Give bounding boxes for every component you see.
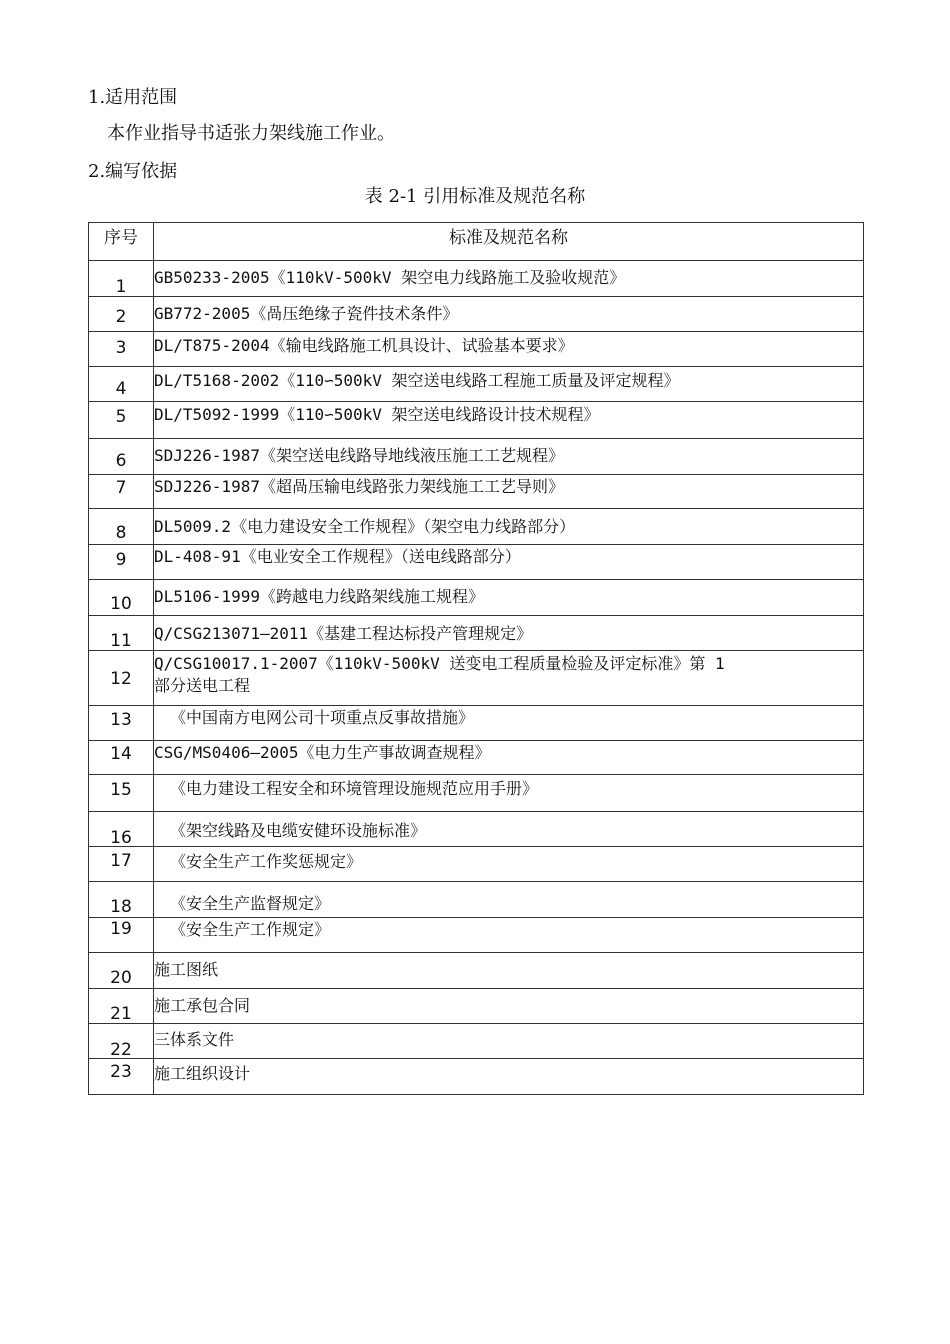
- standard-name: 施工图纸: [154, 960, 219, 979]
- table-row: [89, 545, 864, 580]
- standard-name: Q/CSG213071—2011《基建工程达标投产管理规定》: [154, 624, 533, 643]
- table-row: [89, 989, 864, 1024]
- row-name-cell: [154, 402, 864, 439]
- row-name-cell: [154, 1024, 864, 1059]
- row-index-cell: [89, 651, 154, 706]
- row-index: 13: [110, 710, 132, 730]
- row-index: 4: [115, 379, 127, 399]
- section-1-heading: 1.适用范围: [88, 87, 178, 108]
- row-name-cell: [154, 545, 864, 580]
- section-2-heading: 2.编写依据: [88, 161, 178, 182]
- standard-name: DL/T5092-1999《110∽500kV 架空送电线路设计技术规程》: [154, 405, 600, 424]
- row-index-cell: [89, 741, 154, 775]
- row-index-cell: [89, 297, 154, 332]
- table-row: [89, 918, 864, 953]
- row-name-cell: [154, 989, 864, 1024]
- row-index-cell: [89, 775, 154, 812]
- row-name-cell: [154, 918, 864, 953]
- standard-name: SDJ226-1987《超咼压输电线路张力架线施工工艺导则》: [154, 477, 564, 496]
- row-name-cell: [154, 616, 864, 651]
- standard-name: DL5106-1999《跨越电力线路架线施工规程》: [154, 587, 484, 606]
- row-index-cell: [89, 812, 154, 847]
- table-row: [89, 580, 864, 616]
- row-name-cell: [154, 847, 864, 882]
- standard-name: Q/CSG10017.1-2007《110kV-500kV 送变电工程质量检验及评定标准》第 1: [154, 654, 725, 673]
- row-index: 9: [115, 550, 127, 570]
- row-index-cell: [89, 989, 154, 1024]
- row-name-cell: [154, 367, 864, 402]
- standard-name: 《安全生产工作规定》: [170, 920, 331, 939]
- row-index-cell: [89, 918, 154, 953]
- row-name-cell: [154, 706, 864, 741]
- row-name-cell: [154, 509, 864, 545]
- row-index-cell: [89, 367, 154, 402]
- row-index-cell: [89, 402, 154, 439]
- row-index-cell: [89, 475, 154, 509]
- table-row: [89, 847, 864, 882]
- table-body: [89, 261, 864, 1095]
- standard-name: 《中国南方电网公司十项重点反事故措施》: [170, 708, 475, 727]
- standard-name: DL5009.2《电力建设安全工作规程》（架空电力线路部分）: [154, 517, 576, 536]
- row-index-cell: [89, 580, 154, 616]
- row-index-cell: [89, 616, 154, 651]
- standard-name: 施工组织设计: [154, 1064, 251, 1083]
- row-index: 18: [110, 897, 132, 917]
- standard-name: 三体系文件: [154, 1030, 235, 1049]
- standard-name: DL/T875-2004《输电线路施工机具设计、试验基本要求》: [154, 336, 574, 355]
- standard-name: 《安全生产监督规定》: [170, 894, 331, 913]
- row-index: 23: [110, 1062, 132, 1082]
- row-index-cell: [89, 509, 154, 545]
- row-index: 21: [110, 1004, 132, 1024]
- row-name-cell: [154, 953, 864, 989]
- standard-name: DL-408-91《电业安全工作规程》（送电线路部分）: [154, 547, 521, 566]
- row-index: 8: [115, 523, 127, 543]
- row-index: 1: [115, 277, 127, 297]
- standard-name: 《架空线路及电缆安健环设施标准》: [170, 821, 427, 840]
- row-index-cell: [89, 332, 154, 367]
- row-index: 12: [110, 669, 132, 689]
- standard-name: 施工承包合同: [154, 996, 251, 1015]
- table-row: [89, 775, 864, 812]
- row-index: 6: [115, 451, 127, 471]
- standard-name: SDJ226-1987《架空送电线路导地线液压施工工艺规程》: [154, 446, 564, 465]
- table-row: [89, 741, 864, 775]
- standard-name: DL/T5168-2002《110∽500kV 架空送电线路工程施工质量及评定规程》: [154, 371, 680, 390]
- table-row: [89, 509, 864, 545]
- standard-name: 《安全生产工作奖惩规定》: [170, 852, 363, 871]
- standard-name: GB772-2005《咼压绝缘子瓷件技术条件》: [154, 304, 459, 323]
- row-name-cell: [154, 580, 864, 616]
- row-index-cell: [89, 953, 154, 989]
- row-index-cell: [89, 261, 154, 297]
- table-row: [89, 953, 864, 989]
- row-name-cell: [154, 741, 864, 775]
- table-row: [89, 1059, 864, 1095]
- row-index-cell: [89, 1059, 154, 1095]
- row-index-cell: [89, 882, 154, 918]
- row-index: 16: [110, 828, 132, 847]
- section-1-paragraph: 本作业指导书适张力架线施工作业。: [107, 123, 395, 144]
- row-index: 14: [110, 744, 132, 764]
- row-name-cell: [154, 332, 864, 367]
- table-row: [89, 475, 864, 509]
- table-row: [89, 706, 864, 741]
- header-index: 序号: [89, 223, 154, 261]
- row-index: 20: [110, 968, 132, 988]
- table-row: [89, 332, 864, 367]
- row-index-cell: [89, 439, 154, 475]
- row-index-cell: [89, 706, 154, 741]
- row-name-cell: [154, 812, 864, 847]
- table-row: [89, 812, 864, 847]
- row-index: 11: [110, 631, 132, 651]
- table-header-row: [89, 223, 864, 261]
- row-index: 2: [115, 307, 127, 327]
- row-index-cell: [89, 847, 154, 882]
- table-row: [89, 882, 864, 918]
- row-index: 22: [110, 1040, 132, 1059]
- row-index: 15: [110, 780, 132, 800]
- standard-name-continued: 部分送电工程: [154, 676, 251, 695]
- table-row: [89, 367, 864, 402]
- table-row: [89, 439, 864, 475]
- standards-table: [88, 222, 864, 1095]
- standard-name: 《电力建设工程安全和环境管理设施规范应用手册》: [170, 779, 539, 798]
- table-row: [89, 402, 864, 439]
- table-caption: 表 2-1 引用标准及规范名称: [364, 186, 586, 207]
- row-index: 3: [115, 338, 127, 358]
- row-index: 7: [115, 478, 127, 498]
- row-index: 17: [110, 851, 132, 871]
- row-name-cell: [154, 882, 864, 918]
- header-name: 标准及规范名称: [154, 223, 864, 261]
- table-row: [89, 261, 864, 297]
- table-row: [89, 1024, 864, 1059]
- row-name-cell: [154, 475, 864, 509]
- row-name-cell: [154, 297, 864, 332]
- row-index-cell: [89, 545, 154, 580]
- row-index: 5: [115, 407, 127, 427]
- standard-name: CSG/MS0406—2005《电力生产事故调查规程》: [154, 743, 491, 762]
- row-name-cell: [154, 651, 864, 706]
- table-row: [89, 616, 864, 651]
- row-index: 19: [110, 919, 132, 939]
- row-name-cell: [154, 1059, 864, 1095]
- row-index-cell: [89, 1024, 154, 1059]
- row-name-cell: [154, 439, 864, 475]
- standard-name: GB50233-2005《110kV-500kV 架空电力线路施工及验收规范》: [154, 268, 626, 287]
- table-row: [89, 651, 864, 706]
- row-index: 10: [110, 594, 132, 614]
- table-row: [89, 297, 864, 332]
- row-name-cell: [154, 775, 864, 812]
- row-name-cell: [154, 261, 864, 297]
